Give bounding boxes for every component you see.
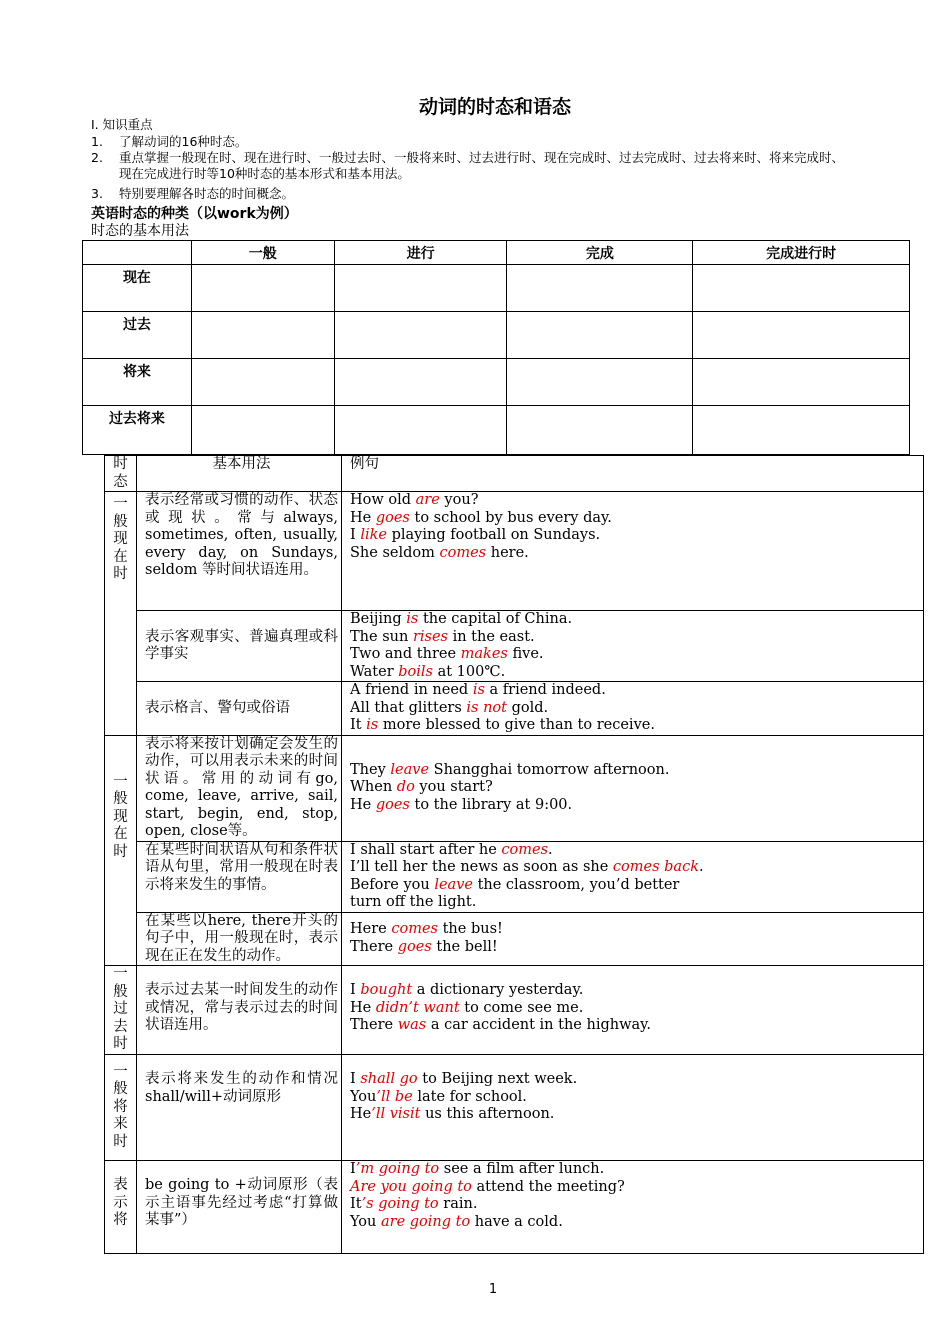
highlighted-verb: didn’t want	[375, 999, 460, 1016]
example-sentence: He goes to school by bus every day.	[350, 509, 612, 526]
example-sentence: Beijing is the capital of China.	[350, 611, 573, 627]
grid-header: 一般	[191, 241, 334, 265]
header-usage: 基本用法	[137, 456, 342, 492]
example-sentence: I shall go to Beijing next week.	[350, 1071, 578, 1087]
row-label: 过去	[83, 312, 192, 359]
example-sentence: Two and three makes five.	[350, 646, 544, 662]
highlighted-verb: like	[360, 527, 387, 543]
highlighted-verb: goes	[397, 938, 432, 955]
usage-cell: 表示将来按计划确定会发生的动作，可以用表示未来的时间状语。常用的动词有go, come, leave, arrive, sail, start, begin, end, stop, open, close等。	[137, 735, 342, 841]
example-sentence: He’ll visit us this afternoon.	[350, 1106, 555, 1122]
tense-types-heading: 英语时态的种类（以work为例）	[91, 206, 298, 222]
example-sentence: He didn’t want to come see me.	[350, 999, 584, 1016]
knowledge-list	[91, 134, 921, 202]
list-item: 2. 重点掌握一般现在时、现在进行时、一般过去时、一般将来时、过去进行时、现在完成时、过去完成时、过去将来时、将来完成时、	[91, 150, 845, 165]
table-row	[105, 611, 924, 682]
highlighted-verb: is	[406, 611, 419, 627]
highlighted-verb: bought	[360, 982, 413, 998]
example-sentence: Before you leave the classroom, you’d better	[350, 876, 680, 893]
row-label: 现在	[83, 265, 192, 312]
highlighted-verb: are going to	[381, 1213, 471, 1230]
highlighted-verb: ’ll be	[376, 1088, 413, 1105]
table-row	[105, 1055, 924, 1161]
example-sentence: I shall start after he comes.	[350, 841, 553, 858]
example-sentence: How old are you?	[350, 492, 479, 508]
highlighted-verb: goes	[375, 509, 410, 526]
highlighted-verb: leave	[390, 761, 430, 778]
basic-usage-heading: 时态的基本用法	[91, 223, 189, 239]
example-sentence: All that glitters is not gold.	[350, 699, 549, 716]
usage-table	[104, 455, 924, 1254]
highlighted-verb: comes	[439, 544, 487, 561]
example-cell	[342, 1055, 924, 1161]
table-row	[105, 682, 924, 736]
grid-header: 进行	[334, 241, 507, 265]
example-cell	[342, 492, 924, 611]
tense-grid-table	[82, 240, 910, 455]
grid-header	[83, 241, 192, 265]
highlighted-verb: ’m going to	[355, 1161, 440, 1177]
highlighted-verb: rises	[412, 628, 448, 645]
example-sentence: It’s going to rain.	[350, 1196, 478, 1212]
example-cell	[342, 1161, 924, 1254]
usage-cell: 表示格言、警句或俗语	[137, 682, 342, 736]
example-sentence: You are going to have a cold.	[350, 1213, 563, 1230]
highlighted-verb: is not	[466, 699, 507, 716]
highlighted-verb: are	[415, 492, 440, 508]
table-row	[105, 841, 924, 912]
table-row	[83, 359, 910, 406]
example-cell	[342, 611, 924, 682]
grid-header: 完成进行时	[693, 241, 910, 265]
list-item: 3. 特别要理解各时态的时间概念。	[91, 186, 295, 201]
highlighted-verb: comes	[501, 841, 549, 858]
tense-cell: 一 般 将 来 时	[105, 1055, 137, 1161]
tense-cell: 一 般 过 去 时	[105, 966, 137, 1055]
example-sentence: He goes to the library at 9:00.	[350, 796, 573, 813]
grid-header: 完成	[507, 241, 693, 265]
tense-cell: 表 示 将	[105, 1161, 137, 1254]
example-cell	[342, 841, 924, 912]
tense-cell: 一 般 现 在 时	[105, 492, 137, 736]
header-example: 例句	[342, 456, 924, 492]
highlighted-verb: comes	[391, 921, 438, 938]
example-sentence: I’ll tell her the news as soon as she comes back.	[350, 859, 704, 875]
page-title: 动词的时态和语态	[418, 96, 571, 118]
highlighted-verb: Are you going to	[350, 1178, 472, 1195]
highlighted-verb: is	[472, 682, 485, 698]
highlighted-verb: makes	[460, 646, 508, 662]
page-number: 1	[488, 1282, 498, 1297]
example-sentence: The sun rises in the east.	[350, 628, 535, 645]
example-cell	[342, 966, 924, 1055]
highlighted-verb: goes	[375, 796, 410, 813]
table-row	[105, 912, 924, 966]
table-row	[105, 735, 924, 841]
highlighted-verb: ’ll visit	[371, 1106, 421, 1122]
example-sentence: I like playing football on Sundays.	[350, 527, 601, 543]
example-sentence: It is more blessed to give than to receive.	[350, 717, 655, 733]
row-label: 将来	[83, 359, 192, 406]
highlighted-verb: leave	[434, 876, 473, 893]
usage-cell: be going to +动词原形（表示主语事先经过考虑“打算做某事”）	[137, 1161, 342, 1254]
highlighted-verb: do	[396, 779, 415, 796]
example-sentence: Are you going to attend the meeting?	[350, 1178, 625, 1195]
list-item: 1. 了解动词的16种时态。	[91, 134, 248, 149]
knowledge-heading: I. 知识重点	[91, 117, 153, 132]
table-row	[105, 1161, 924, 1254]
example-sentence: When do you start?	[350, 779, 493, 796]
example-sentence: She seldom comes here.	[350, 544, 529, 561]
highlighted-verb: comes back	[612, 859, 699, 875]
tense-cell: 一 般 现 在 时	[105, 735, 137, 966]
table-row	[105, 492, 924, 611]
example-sentence: There was a car accident in the highway.	[350, 1017, 652, 1033]
example-sentence: turn off the light.	[350, 894, 477, 910]
example-sentence: They leave Shangghai tomorrow afternoon.	[350, 761, 670, 778]
usage-cell: 表示将来发生的动作和情况 shall/will+动词原形	[137, 1055, 342, 1161]
list-item: 现在完成进行时等10种时态的基本形式和基本用法。	[119, 166, 410, 181]
usage-cell: 在某些时间状语从句和条件状语从句里，常用一般现在时表示将来发生的事情。	[137, 841, 342, 912]
example-cell	[342, 682, 924, 736]
table-row	[105, 966, 924, 1055]
example-sentence: I bought a dictionary yesterday.	[350, 982, 584, 998]
example-sentence: A friend in need is a friend indeed.	[350, 682, 606, 698]
example-sentence: I’m going to see a film after lunch.	[350, 1161, 605, 1177]
example-sentence: Here comes the bus!	[350, 921, 503, 938]
highlighted-verb: boils	[398, 663, 433, 680]
usage-cell: 表示经常或习惯的动作、状态或现状。常与always, sometimes, often, usually, every day, on Sundays, seldom 等时间状语连用。	[137, 492, 342, 611]
example-cell	[342, 912, 924, 966]
highlighted-verb: is	[366, 717, 379, 733]
row-label: 过去将来	[83, 406, 192, 455]
table-header-row	[105, 456, 924, 492]
highlighted-verb: shall go	[360, 1071, 418, 1087]
example-sentence: You’ll be late for school.	[350, 1088, 527, 1105]
usage-cell: 表示客观事实、普遍真理或科学事实	[137, 611, 342, 682]
example-sentence: There goes the bell!	[350, 938, 498, 955]
table-row	[83, 406, 910, 455]
table-row	[83, 312, 910, 359]
usage-cell: 在某些以here, there开头的句子中，用一般现在时，表示现在正在发生的动作。	[137, 912, 342, 966]
example-sentence: Water boils at 100℃.	[350, 663, 506, 680]
header-tense: 时 态	[105, 456, 137, 492]
highlighted-verb: ’s going to	[361, 1196, 439, 1212]
usage-cell: 表示过去某一时间发生的动作或情况，常与表示过去的时间状语连用。	[137, 966, 342, 1055]
example-cell	[342, 735, 924, 841]
highlighted-verb: was	[397, 1017, 427, 1033]
table-row	[83, 265, 910, 312]
table-header-row	[83, 241, 910, 265]
